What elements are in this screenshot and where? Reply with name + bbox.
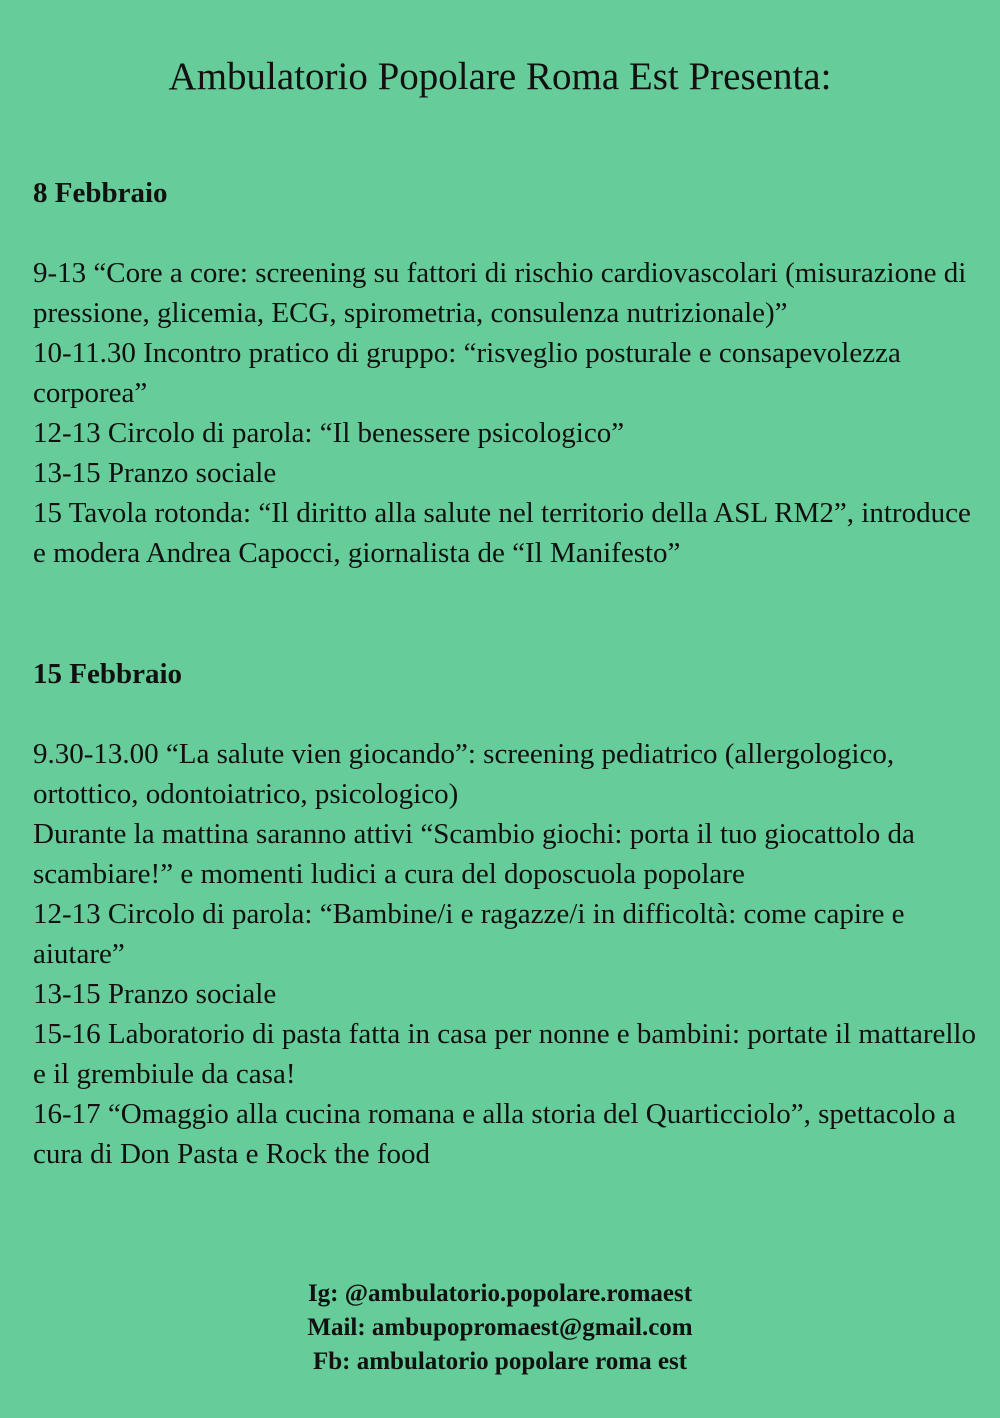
day-heading: 8 Febbraio [33, 177, 168, 209]
schedule-list [33, 253, 983, 573]
instagram-handle: Ig: @ambulatorio.popolare.romaest [307, 1280, 693, 1307]
schedule-list [33, 734, 983, 1174]
schedule-entry: 16-17 “Omaggio alla cucina romana e alla storia del Quarticciolo”, spettacolo a cura di Don Pasta e Rock the food [33, 1098, 956, 1170]
schedule-entry: 13-15 Pranzo sociale [33, 457, 277, 489]
flyer-title: Ambulatorio Popolare Roma Est Presenta: [168, 55, 832, 98]
schedule-entry: 9.30-13.00 “La salute vien giocando”: screening pediatrico (allergologico, ortottico, odontoiatrico, psicologico) [33, 738, 895, 810]
day-heading: 15 Febbraio [33, 658, 183, 690]
schedule-entry: 15-16 Laboratorio di pasta fatta in casa per nonne e bambini: portate il mattarello e il grembiule da casa! [33, 1018, 976, 1090]
schedule-entry: 12-13 Circolo di parola: “Bambine/i e ragazze/i in difficoltà: come capire e aiutare” [33, 898, 905, 970]
schedule-entry: 12-13 Circolo di parola: “Il benessere psicologico” [33, 417, 625, 449]
schedule-entry: 10-11.30 Incontro pratico di gruppo: “risveglio posturale e consapevolezza corporea” [33, 337, 901, 409]
day-section-8-febbraio [33, 173, 983, 573]
schedule-entry: 13-15 Pranzo sociale [33, 978, 277, 1010]
schedule-entry: 9-13 “Core a core: screening su fattori di rischio cardiovascolari (misurazione di pressione, glicemia, ECG, spirometria, consulenza nutrizionale)” [33, 257, 967, 329]
contact-block [0, 1277, 1000, 1379]
email-address: Mail: ambupopromaest@gmail.com [307, 1314, 693, 1341]
schedule-entry: 15 Tavola rotonda: “Il diritto alla salute nel territorio della ASL RM2”, introduce e modera Andrea Capocci, giornalista de “Il Manifesto” [33, 497, 971, 569]
schedule-entry: Durante la mattina saranno attivi “Scambio giochi: porta il tuo giocattolo da scambiare!” e momenti ludici a cura del doposcuola popolare [33, 818, 915, 890]
day-section-15-febbraio [33, 654, 983, 1174]
facebook-page: Fb: ambulatorio popolare roma est [312, 1348, 688, 1375]
